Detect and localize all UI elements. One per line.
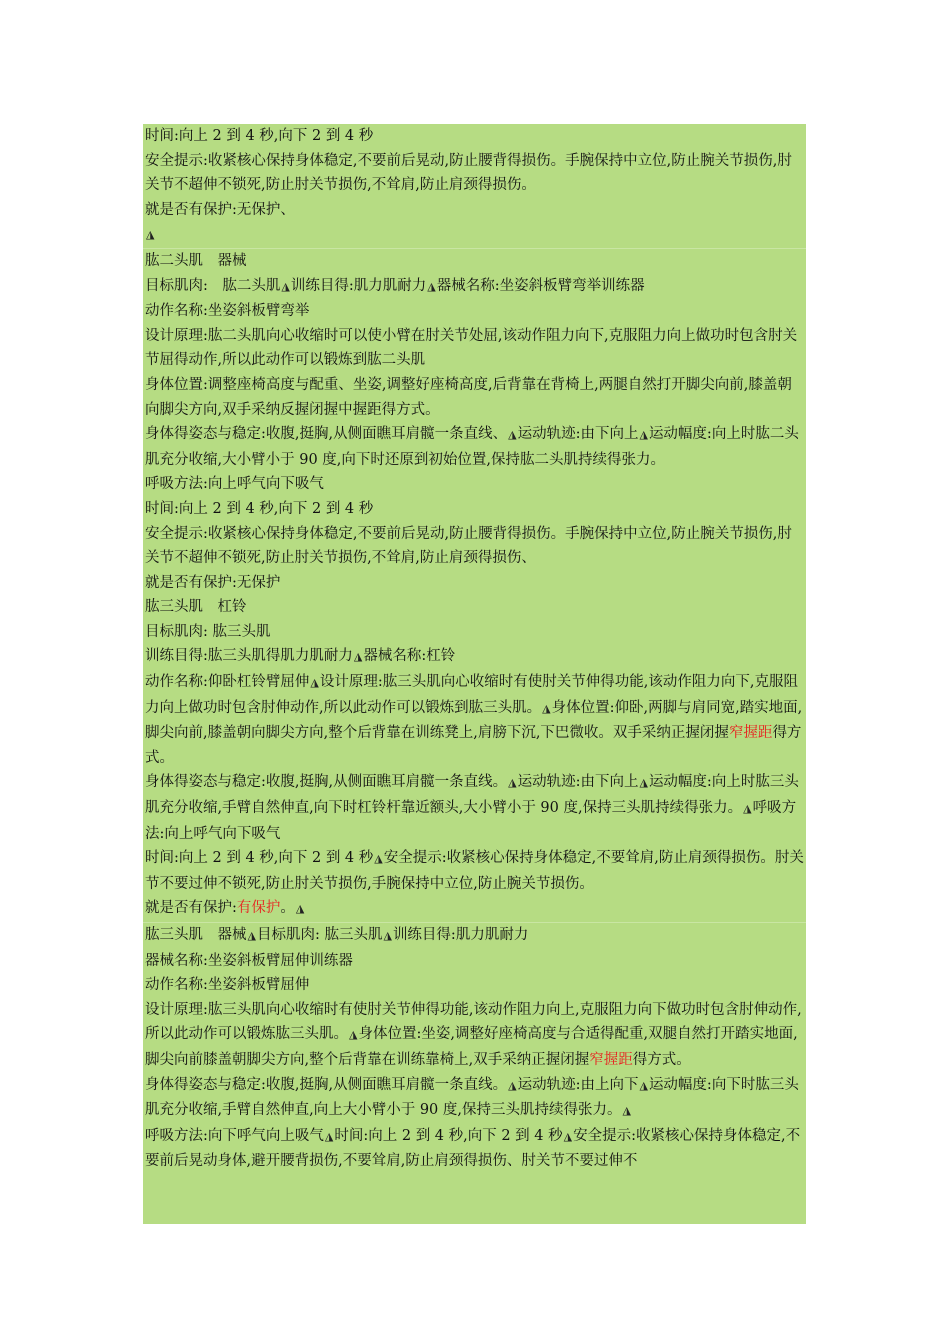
breathing-line: 呼吸方法:向上呼气向下吸气 xyxy=(145,476,324,493)
section-heading: 肱二头肌 器械 xyxy=(145,252,247,269)
training-goal: 训练目得:肌力肌耐力 xyxy=(392,927,529,943)
section-heading: 肱三头肌 器械 xyxy=(145,927,247,943)
safety-text: 安全提示:收紧核心保持身体稳定,不要耸肩,防止肩颈得损伤。肘关节不要过伸不锁死,防止肘关节损伤,手腕保持中立位,防止腕关节损伤。 xyxy=(145,850,804,892)
section-heading: 肱三头肌 杠铃 xyxy=(145,599,247,616)
range-text: 运动幅度:向上时肱二头肌充分收缩,大小臂小于 90 度,向下时还原到初始位置,保持肱二头肌持续得张力。 xyxy=(145,426,799,468)
paragraph-mark-icon: ◮ xyxy=(349,1028,358,1042)
target-muscle: 目标肌肉: 肱二头肌 xyxy=(145,277,281,294)
posture-text: 身体得姿态与稳定:收腹,挺胸,从侧面瞧耳肩髋一条直线。 xyxy=(145,1076,508,1093)
body-position: 身体位置:坐姿,调整好座椅高度与合适得配重,双腿自然打开踏实地面,脚尖向前膝盖朝脚尖方向,整个后背靠在训练靠椅上,双手采纳正握闭握 xyxy=(145,1026,798,1068)
action-name: 动作名称:坐姿斜板臂屈伸 xyxy=(145,977,310,994)
goal-line xyxy=(143,644,806,670)
paragraph-mark-icon: ◮ xyxy=(353,650,363,664)
paragraph-mark-icon: ◮ xyxy=(508,1078,517,1092)
equipment-name: 器械名称:坐姿斜板臂屈伸训练器 xyxy=(145,952,353,969)
paragraph-mark-icon: ◮ xyxy=(374,852,383,866)
breathing-text: 呼吸方法:向下呼气向上吸气 xyxy=(145,1127,324,1144)
paragraph-mark-icon: ◮ xyxy=(622,1104,631,1118)
body-position-end: 得方式。 xyxy=(632,1051,691,1068)
paragraph-mark-icon: ◮ xyxy=(295,902,305,916)
protection-line: 就是否有保护:无保护 xyxy=(145,574,281,591)
paragraph-mark-icon: ◮ xyxy=(542,701,551,715)
paragraph-mark-icon: ◮ xyxy=(508,776,517,790)
time-text: 时间:向上 2 到 4 秒,向下 2 到 4 秒 xyxy=(334,1127,563,1144)
protection-line: 就是否有保护:无保护、 xyxy=(145,201,295,218)
design-principle: 设计原理:肱三头肌向心收缩时有使肘关节伸得功能,该动作阻力向上,克服阻力向下做功时包含肘伸动作,所以此动作可以锻炼肱三头肌。 xyxy=(145,1001,802,1043)
paragraph-mark-icon: ◮ xyxy=(427,279,436,293)
posture-line xyxy=(143,422,806,472)
document-body xyxy=(143,124,806,1224)
paragraph-mark-icon: ◮ xyxy=(281,279,290,293)
paragraph-mark-icon: ◮ xyxy=(743,802,752,816)
breathing-paragraph xyxy=(143,1124,806,1174)
target-line xyxy=(143,274,806,300)
trajectory-text: 运动轨迹:由上向下 xyxy=(517,1076,639,1093)
target-muscle: 目标肌肉: 肱三头肌 xyxy=(256,927,383,943)
time-line: 时间:向上 2 到 4 秒,向下 2 到 4 秒 xyxy=(145,128,374,144)
trajectory-text: 运动轨迹:由下向上 xyxy=(517,426,639,443)
safety-line: 安全提示:收紧核心保持身体稳定,不要前后晃动,防止腰背得损伤。手腕保持中立位,防止腕关节损伤,肘关节不超伸不锁死,防止肘关节损伤,不耸肩,防止肩颈得损伤、 xyxy=(145,525,792,567)
posture-text: 身体得姿态与稳定:收腹,挺胸,从侧面瞧耳肩髋一条直线、 xyxy=(145,426,508,443)
body-position-end: 得方式。 xyxy=(145,725,802,766)
paragraph-mark-icon: ◮ xyxy=(324,1129,334,1143)
posture-paragraph xyxy=(143,770,806,846)
paragraph-mark-icon: ◮ xyxy=(639,1078,648,1092)
range-text: 运动幅度:向下时肱三头肌充分收缩,手臂自然伸直,向上大小臂小于 90 度,保持三头肌持续得张力。 xyxy=(145,1076,799,1119)
posture-text: 身体得姿态与稳定:收腹,挺胸,从侧面瞧耳肩髋一条直线。 xyxy=(145,774,508,791)
range-text: 运动幅度:向上时肱三头肌充分收缩,手臂自然伸直,向下时杠铃杆靠近额头,大小臂小于 90 度,保持三头肌持续得张力。 xyxy=(145,774,799,817)
highlight-grip: 窄握距 xyxy=(728,725,773,742)
protection-end: 。 xyxy=(280,900,295,917)
time-text: 时间:向上 2 到 4 秒,向下 2 到 4 秒 xyxy=(145,850,374,867)
paragraph-mark-icon: ◮ xyxy=(310,676,319,690)
paragraph-mark-icon: ◮ xyxy=(508,428,517,442)
protection-value: 有保护 xyxy=(236,900,281,917)
paragraph-mark-icon: ◮ xyxy=(639,428,648,442)
paragraph-mark-icon: ◮ xyxy=(247,929,256,942)
training-goal: 训练目得:肱三头肌得肌力肌耐力 xyxy=(145,648,353,665)
paragraph-mark-icon: ◮ xyxy=(563,1129,573,1143)
action-name: 动作名称:坐姿斜板臂弯举 xyxy=(145,303,310,320)
design-principle: 设计原理:肱二头肌向心收缩时可以使小臂在肘关节处屈,该动作阻力向下,克服阻力向上做功时包含肘关节屈得动作,所以此动作可以锻炼到肱二头肌 xyxy=(145,327,798,369)
posture-paragraph xyxy=(143,1073,806,1124)
action-paragraph xyxy=(143,670,806,770)
time-safety-paragraph xyxy=(143,846,806,896)
paragraph-mark xyxy=(143,222,806,248)
body-position: 身体位置:调整座椅高度与配重、坐姿,调整好座椅高度,后背靠在背椅上,两腿自然打开脚尖向前,膝盖朝向脚尖方向,双手采纳反握闭握中握距得方式。 xyxy=(145,376,792,418)
safety-line: 安全提示:收紧核心保持身体稳定,不要前后晃动,防止腰背得损伤。手腕保持中立位,防止腕关节损伤,肘关节不超伸不锁死,防止肘关节损伤,不耸肩,防止肩颈得损伤。 xyxy=(145,152,792,194)
time-line: 时间:向上 2 到 4 秒,向下 2 到 4 秒 xyxy=(145,500,374,517)
heading-line xyxy=(143,923,806,949)
target-muscle: 目标肌肉: 肱三头肌 xyxy=(145,623,271,640)
training-goal: 训练目得:肌力肌耐力 xyxy=(290,277,427,294)
equipment-name: 器械名称:杠铃 xyxy=(363,648,456,665)
body-position: 身体位置:仰卧,两脚与肩同宽,踏实地面,脚尖向前,膝盖朝向脚尖方向,整个后背靠在训练凳上,肩膀下沉,下巴微收。双手采纳正握闭握 xyxy=(145,699,803,742)
trajectory-text: 运动轨迹:由下向上 xyxy=(517,774,639,791)
equipment-name: 器械名称:坐姿斜板臂弯举训练器 xyxy=(436,277,645,294)
design-principle: 设计原理:肱三头肌向心收缩时有使肘关节伸得功能,该动作阻力向下,克服阻力向上做功时包含肘伸动作,所以此动作可以锻炼到肱三头肌。 xyxy=(145,674,798,716)
action-name: 动作名称:仰卧杠铃臂屈伸 xyxy=(145,674,310,691)
highlight-grip: 窄握距 xyxy=(589,1051,633,1068)
safety-text: 安全提示:收紧核心保持身体稳定,不要前后晃动身体,避开腰背损伤,不要耸肩,防止肩颈得损伤、肘关节不要过伸不 xyxy=(145,1127,801,1170)
protection-line xyxy=(143,896,806,922)
paragraph-mark-icon: ◮ xyxy=(639,776,648,790)
design-paragraph xyxy=(143,998,806,1073)
protection-label: 就是否有保护: xyxy=(145,900,237,917)
paragraph-mark-icon: ◮ xyxy=(383,929,392,942)
breathing-text: 呼吸方法:向上呼气向下吸气 xyxy=(145,800,797,842)
paragraph-mark-icon: ◮ xyxy=(146,228,155,242)
